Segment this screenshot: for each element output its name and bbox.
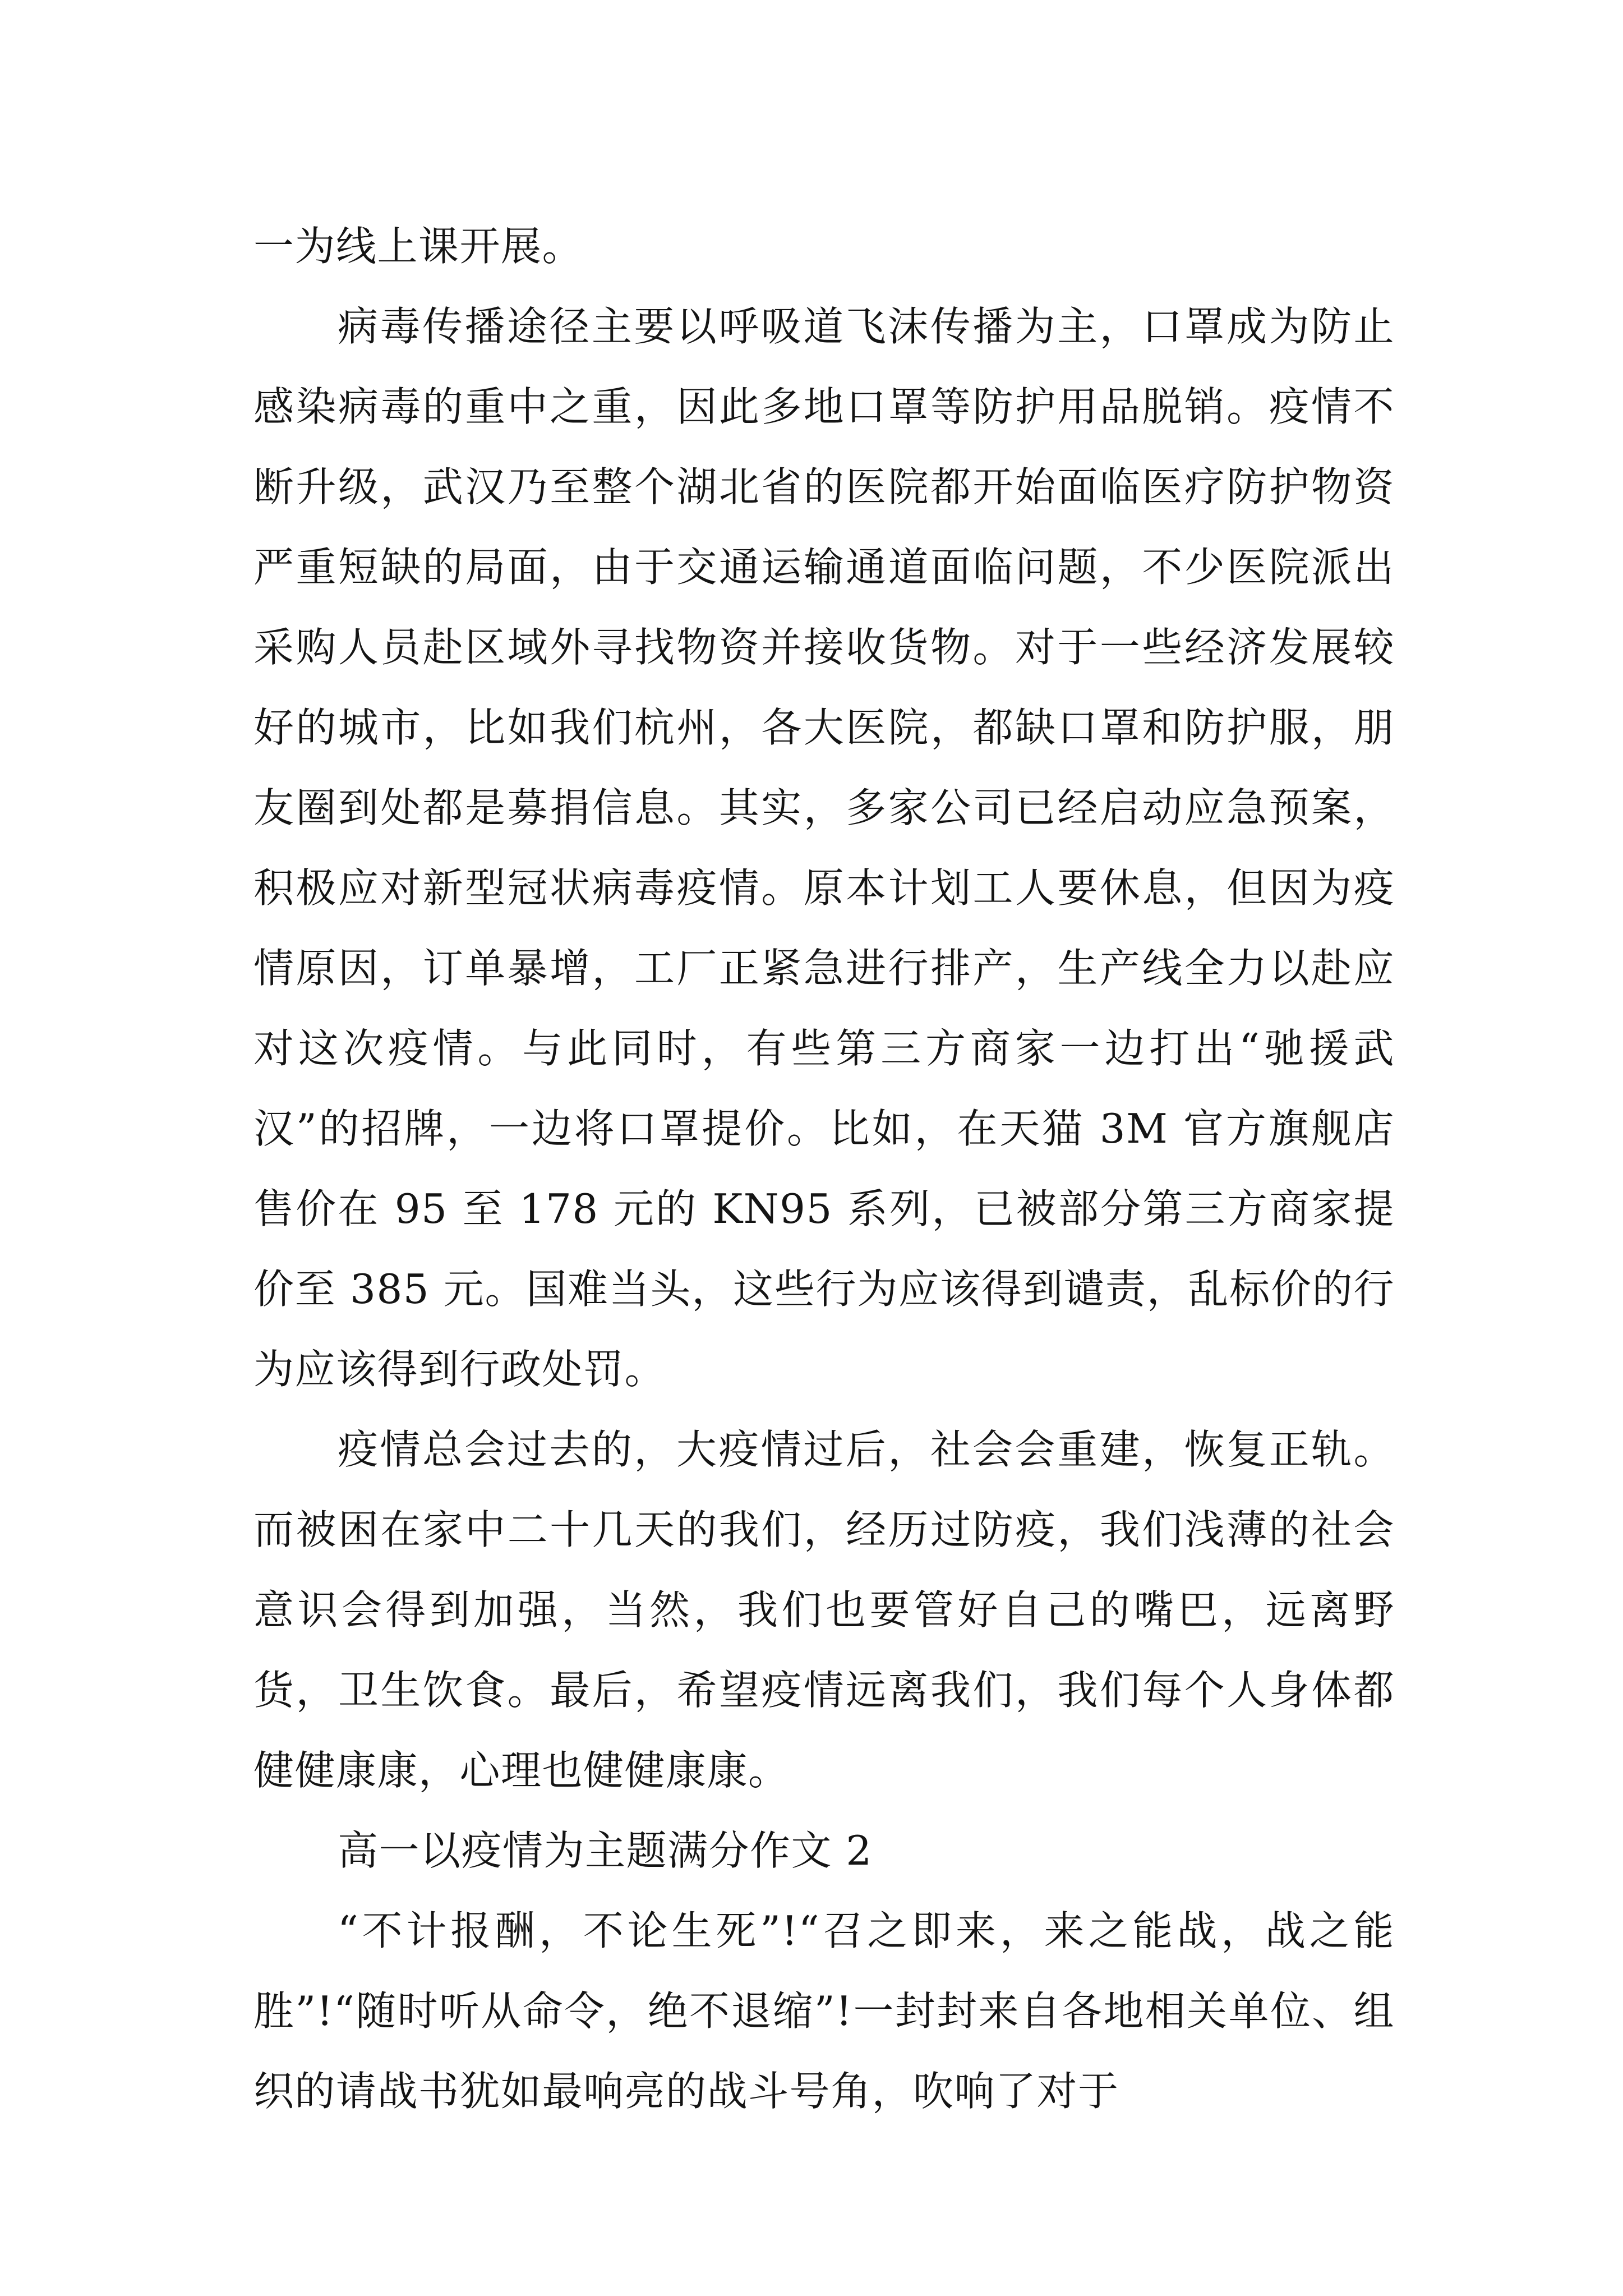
paragraph-mask-shortage: 病毒传播途径主要以呼吸道飞沫传播为主，口罩成为防止感染病毒的重中之重，因此多地口罩等防护用品脱销。疫情不断升级，武汉乃至整个湖北省的医院都开始面临医疗防护物资严重短缺的局面，由于交通运输通道面临问题，不少医院派出采购人员赴区域外寻找物资并接收货物。对于一些经济发展较好的城市，比如我们杭州，各大医院，都缺口罩和防护服，朋友圈到处都是募捐信息。其实，多家公司已经启动应急预案，积极应对新型冠状病毒疫情。原本计划工人要休息，但因为疫情原因，订单暴增，工厂正紧急进行排产，生产线全力以赴应对这次疫情。与此同时，有些第三方商家一边打出“驰援武汉”的招牌，一边将口罩提价。比如，在天猫 3M 官方旗舰店售价在 95 至 178 元的 KN95 系列，已被部分第三方商家提价至 385 元。国难当头，这些行为应该得到谴责，乱标价的行为应该得到行政处罚。 — [253, 303, 1395, 1393]
essay-heading: 高一以疫情为主题满分作文 2 — [338, 1827, 873, 1874]
paragraph-recovery: 疫情总会过去的，大疫情过后，社会会重建，恢复正轨。而被困在家中二十几天的我们，经历过防疫，我们浅薄的社会意识会得到加强，当然，我们也要管好自己的嘴巴，远离野货，卫生饮食。最后，希望疫情远离我们，我们每个人身体都健健康康，心理也健健康康。 — [253, 1426, 1395, 1794]
paragraph-continuation: 一为线上课开展。 — [253, 223, 584, 270]
paragraph-petition: “不计报酬，不论生死”!“召之即来，来之能战，战之能胜”!“随时听从命令，绝不退缩”!一封封来自各地相关单位、组织的请战书犹如最响亮的战斗号角，吹响了对于 — [253, 1907, 1395, 2115]
document-body — [253, 206, 1395, 2132]
